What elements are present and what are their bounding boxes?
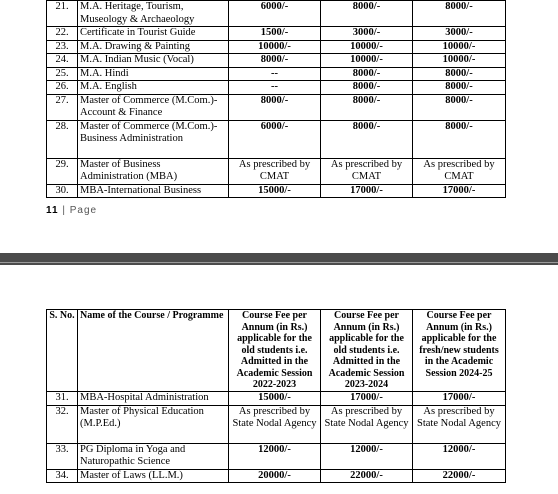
fee-2022-2023: -- [229, 81, 321, 95]
fee-2024-25: 8000/- [413, 120, 506, 158]
fee-2024-25: 17000/- [413, 184, 506, 198]
table-row [47, 54, 506, 68]
course-name: MBA-Hospital Administration [78, 392, 229, 406]
table-row [47, 94, 506, 120]
table-row [47, 120, 506, 158]
fee-2023-2024: 8000/- [321, 120, 413, 158]
course-name: Master of Laws (LL.M.) [78, 469, 229, 483]
header-fee-2024-25: Course Fee per Annum (in Rs.) applicable for the fresh/new students in the Academic Session 2024-25 [413, 310, 506, 392]
fee-table-lower [46, 309, 506, 483]
document-page-lower [0, 265, 558, 494]
row-number: 26. [47, 81, 78, 95]
header-fee-2022-2023: Course Fee per Annum (in Rs.) applicable for the old students i.e. Admitted in the Academic Session 2022-2023 [229, 310, 321, 392]
course-name: PG Diploma in Yoga and Naturopathic Science [78, 443, 229, 469]
fee-2024-25: 8000/- [413, 67, 506, 81]
fee-2022-2023: 15000/- [229, 392, 321, 406]
fee-2023-2024: 3000/- [321, 27, 413, 41]
row-number: 27. [47, 94, 78, 120]
row-number: 25. [47, 67, 78, 81]
fee-2022-2023: 8000/- [229, 54, 321, 68]
header-fee-2023-2024: Course Fee per Annum (in Rs.) applicable for the old students i.e. Admitted in the Academic Session 2023-2024 [321, 310, 413, 392]
fee-2024-25: 10000/- [413, 40, 506, 54]
page-number-label: Page [69, 205, 98, 216]
table-row [47, 67, 506, 81]
fee-2024-25: 22000/- [413, 469, 506, 483]
row-number: 33. [47, 443, 78, 469]
course-name: M.A. Indian Music (Vocal) [78, 54, 229, 68]
fee-2023-2024: 22000/- [321, 469, 413, 483]
page-break-bar [0, 253, 558, 265]
fee-2023-2024: 8000/- [321, 94, 413, 120]
fee-2022-2023: 20000/- [229, 469, 321, 483]
fee-2023-2024: 8000/- [321, 81, 413, 95]
row-number: 21. [47, 1, 78, 27]
fee-2022-2023: 8000/- [229, 94, 321, 120]
course-name: MBA-International Business [78, 184, 229, 198]
fee-2022-2023: -- [229, 67, 321, 81]
fee-2022-2023: 12000/- [229, 443, 321, 469]
fee-2022-2023: 1500/- [229, 27, 321, 41]
fee-2023-2024: 12000/- [321, 443, 413, 469]
course-name: Master of Commerce (M.Com.)-Account & Finance [78, 94, 229, 120]
table-row [47, 469, 506, 483]
fee-2024-25: 3000/- [413, 27, 506, 41]
fee-2023-2024: 10000/- [321, 54, 413, 68]
fee-2024-25: 12000/- [413, 443, 506, 469]
table-row [47, 184, 506, 198]
table-row [47, 27, 506, 41]
table-row [47, 392, 506, 406]
row-number: 31. [47, 392, 78, 406]
course-name: Certificate in Tourist Guide [78, 27, 229, 41]
row-number: 28. [47, 120, 78, 158]
fee-2024-25: As prescribed by State Nodal Agency [413, 405, 506, 443]
page-number-separator: | [58, 205, 70, 216]
header-course-name: Name of the Course / Programme [78, 310, 229, 392]
table-row [47, 1, 506, 27]
row-number: 23. [47, 40, 78, 54]
row-number: 24. [47, 54, 78, 68]
page-number [46, 205, 97, 216]
fee-2022-2023: As prescribed by State Nodal Agency [229, 405, 321, 443]
course-name: Master of Physical Education (M.P.Ed.) [78, 405, 229, 443]
fee-2023-2024: 17000/- [321, 184, 413, 198]
fee-2023-2024: As prescribed by CMAT [321, 158, 413, 184]
fee-2024-25: 8000/- [413, 81, 506, 95]
course-name: M.A. English [78, 81, 229, 95]
fee-2022-2023: 10000/- [229, 40, 321, 54]
fee-2022-2023: As prescribed by CMAT [229, 158, 321, 184]
fee-2022-2023: 15000/- [229, 184, 321, 198]
fee-2023-2024: As prescribed by State Nodal Agency [321, 405, 413, 443]
course-name: M.A. Hindi [78, 67, 229, 81]
row-number: 29. [47, 158, 78, 184]
row-number: 30. [47, 184, 78, 198]
page-number-value: 11 [46, 205, 59, 216]
row-number: 32. [47, 405, 78, 443]
course-name: Master of Business Administration (MBA) [78, 158, 229, 184]
table-row [47, 40, 506, 54]
row-number: 34. [47, 469, 78, 483]
fee-2024-25: 8000/- [413, 94, 506, 120]
header-serial-number: S. No. [47, 310, 78, 392]
fee-2022-2023: 6000/- [229, 1, 321, 27]
fee-2023-2024: 10000/- [321, 40, 413, 54]
fee-2022-2023: 6000/- [229, 120, 321, 158]
table-row [47, 158, 506, 184]
fee-2024-25: 8000/- [413, 1, 506, 27]
fee-2023-2024: 17000/- [321, 392, 413, 406]
table-row [47, 405, 506, 443]
table-row [47, 443, 506, 469]
course-name: M.A. Drawing & Painting [78, 40, 229, 54]
page-break-divider [0, 262, 558, 263]
course-name: M.A. Heritage, Tourism, Museology & Archaeology [78, 1, 229, 27]
table-header-row [47, 310, 506, 392]
row-number: 22. [47, 27, 78, 41]
fee-2024-25: As prescribed by CMAT [413, 158, 506, 184]
fee-table-upper [46, 0, 506, 198]
fee-2023-2024: 8000/- [321, 1, 413, 27]
fee-2024-25: 17000/- [413, 392, 506, 406]
table-row [47, 81, 506, 95]
course-name: Master of Commerce (M.Com.)-Business Administration [78, 120, 229, 158]
fee-2023-2024: 8000/- [321, 67, 413, 81]
fee-2024-25: 10000/- [413, 54, 506, 68]
